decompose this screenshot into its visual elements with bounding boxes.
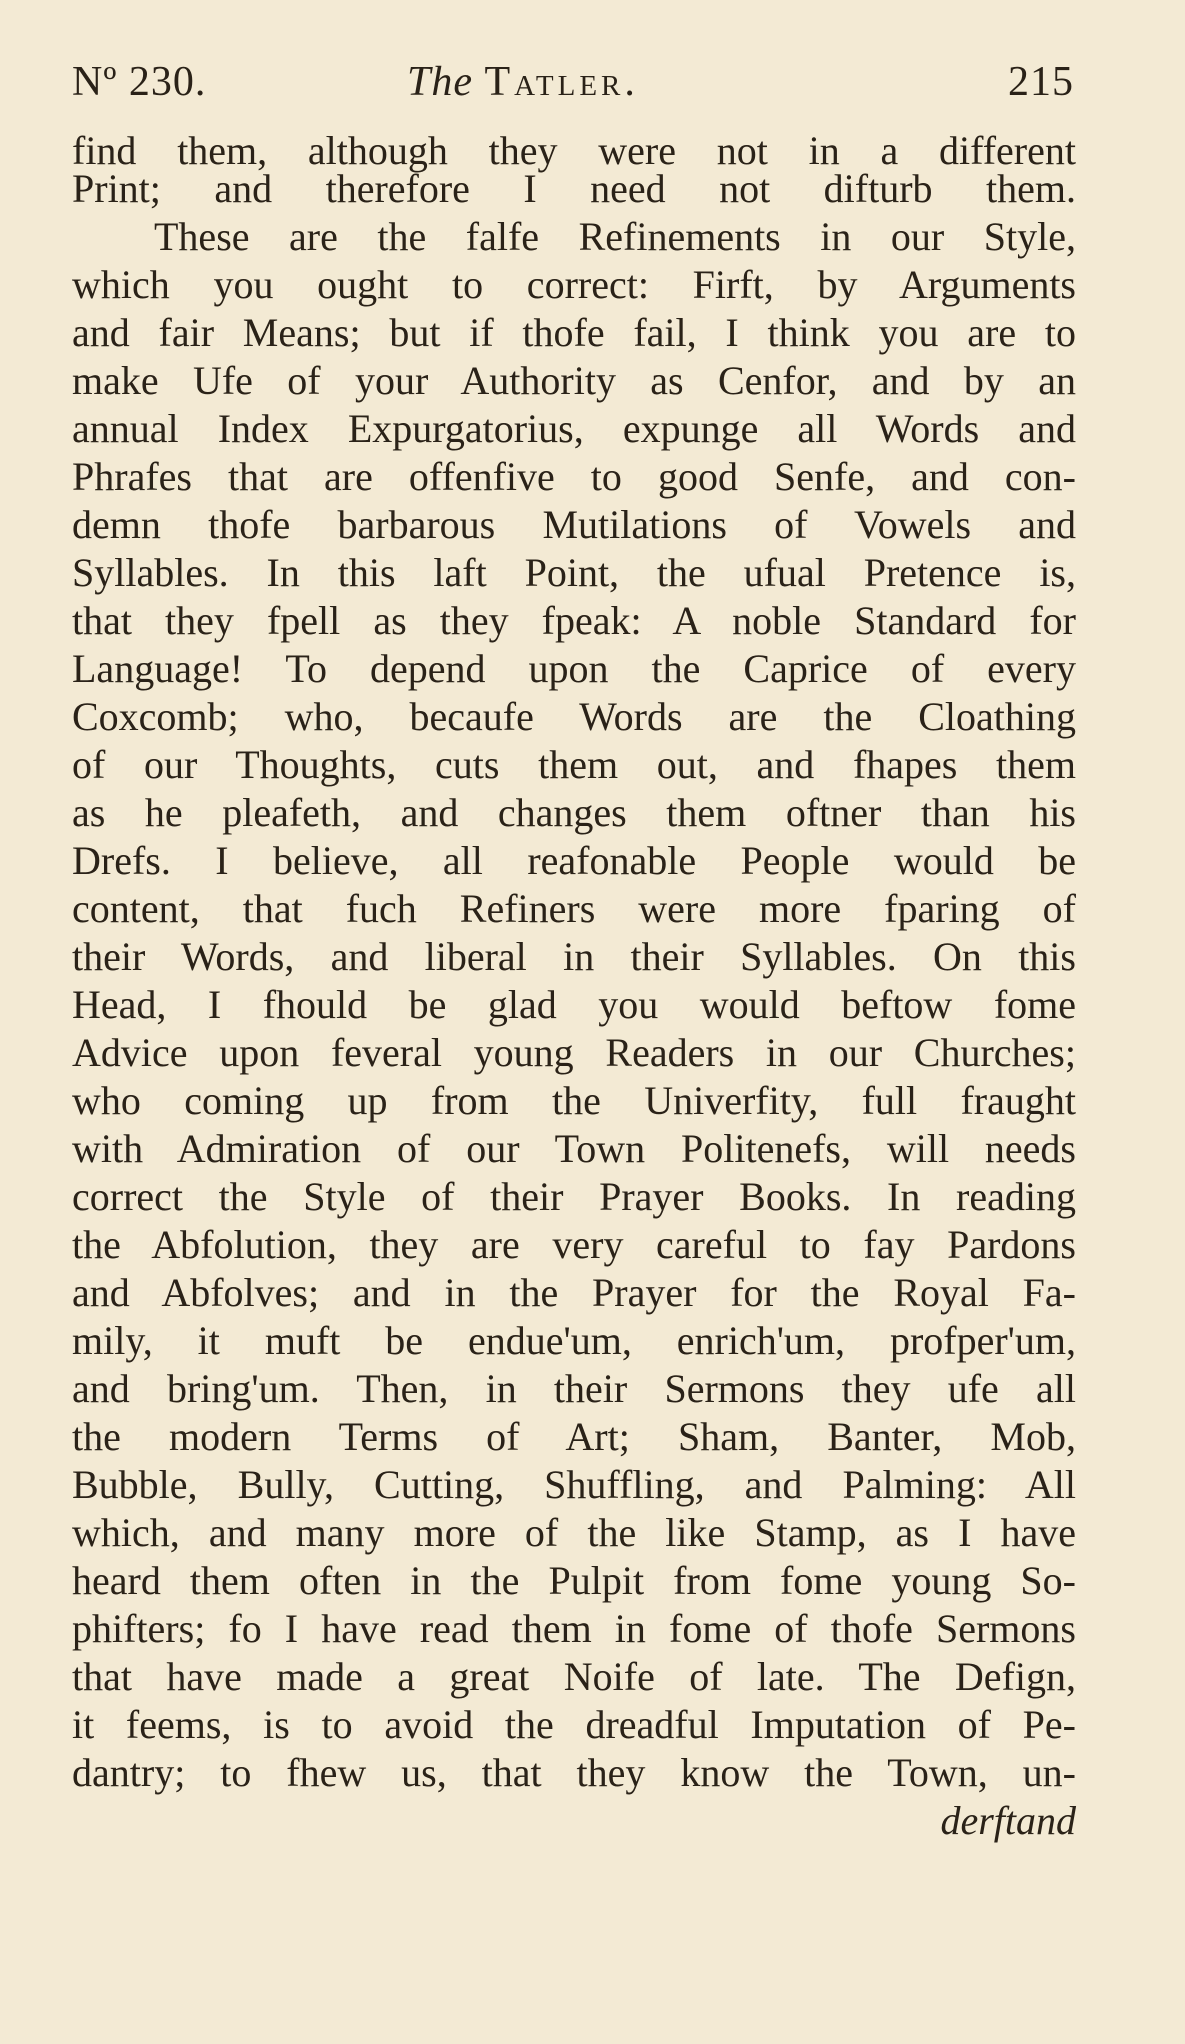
text-line: heard them often in the Pulpit from fome young So-: [72, 1558, 1076, 1603]
text-line: and fair Means; but if thofe fail, I think you are to: [72, 310, 1076, 355]
text-line: Syllables. In this laft Point, the ufual Pretence is,: [72, 550, 1076, 595]
text-line: as he pleafeth, and changes them oftner than his: [72, 790, 1076, 835]
text-line: Coxcomb; who, becaufe Words are the Cloathing: [72, 694, 1076, 739]
text-line: find them, although they were not in a different: [72, 128, 1076, 173]
text-line: of our Thoughts, cuts them out, and fhapes them: [72, 742, 1076, 787]
text-line: correct the Style of their Prayer Books. In reading: [72, 1174, 1076, 1219]
running-title: [407, 58, 639, 106]
title-prefix: The: [407, 59, 473, 105]
text-line: with Admiration of our Town Politenefs, will needs: [72, 1126, 1076, 1171]
text-line: it feems, is to avoid the dreadful Imputation of Pe-: [72, 1702, 1076, 1747]
text-line: which you ought to correct: Firft, by Arguments: [72, 262, 1076, 307]
running-header: [72, 58, 1074, 118]
text-line: that have made a great Noife of late. The Defign,: [72, 1654, 1076, 1699]
text-line: Drefs. I believe, all reafonable People would be: [72, 838, 1076, 883]
text-line: content, that fuch Refiners were more fparing of: [72, 886, 1076, 931]
text-line: Advice upon feveral young Readers in our Churches;: [72, 1030, 1076, 1075]
text-line: These are the falfe Refinements in our Style,: [154, 214, 1076, 259]
text-line: who coming up from the Univerfity, full fraught: [72, 1078, 1076, 1123]
text-line: Bubble, Bully, Cutting, Shuffling, and Palming: All: [72, 1462, 1076, 1507]
text-line: Head, I fhould be glad you would beftow fome: [72, 982, 1076, 1027]
text-line: the modern Terms of Art; Sham, Banter, Mob,: [72, 1414, 1076, 1459]
text-line: Print; and therefore I need not difturb them.: [72, 166, 1076, 211]
text-line: which, and many more of the like Stamp, as I have: [72, 1510, 1076, 1555]
text-line: mily, it muft be endue'um, enrich'um, profper'um,: [72, 1318, 1076, 1363]
page-number: 215: [1008, 59, 1074, 105]
text-line: that they fpell as they fpeak: A noble Standard for: [72, 598, 1076, 643]
issue-number: Nº 230.: [72, 59, 207, 105]
text-line: their Words, and liberal in their Syllables. On this: [72, 934, 1076, 979]
text-line: annual Index Expurgatorius, expunge all Words and: [72, 406, 1076, 451]
text-line: the Abfolution, they are very careful to fay Pardons: [72, 1222, 1076, 1267]
title-main: Tatler.: [484, 59, 639, 105]
catchword: derftand: [940, 1798, 1076, 1843]
text-line: phifters; fo I have read them in fome of thofe Sermons: [72, 1606, 1076, 1651]
text-line: dantry; to fhew us, that they know the Town, un-: [72, 1750, 1076, 1795]
text-line: and bring'um. Then, in their Sermons they ufe all: [72, 1366, 1076, 1411]
text-line: and Abfolves; and in the Prayer for the Royal Fa-: [72, 1270, 1076, 1315]
text-line: Phrafes that are offenfive to good Senfe, and con-: [72, 454, 1076, 499]
text-line: demn thofe barbarous Mutilations of Vowels and: [72, 502, 1076, 547]
text-line: Language! To depend upon the Caprice of every: [72, 646, 1076, 691]
text-line: make Ufe of your Authority as Cenfor, and by an: [72, 358, 1076, 403]
